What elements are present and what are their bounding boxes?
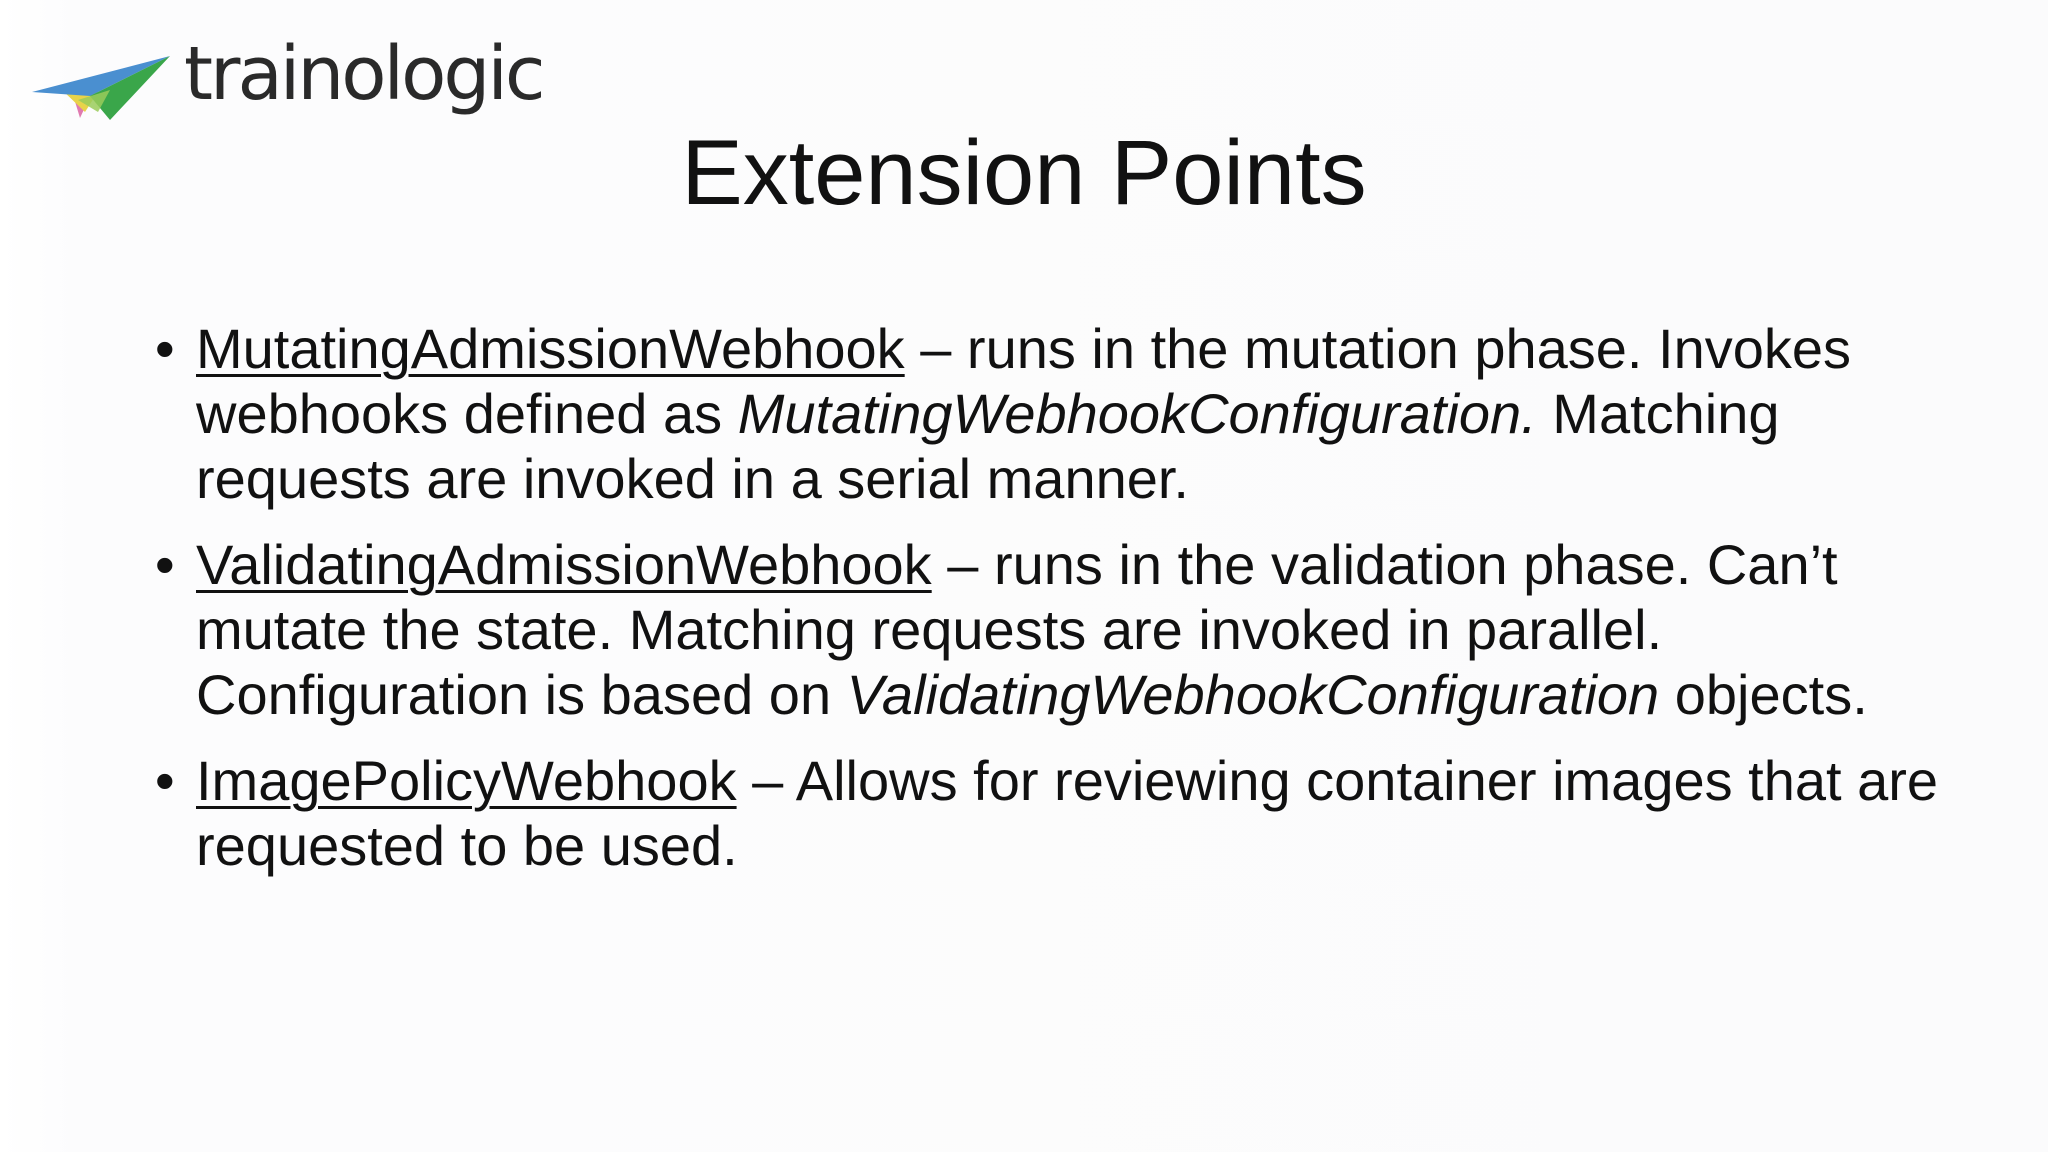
paper-plane-logo-icon — [30, 40, 180, 120]
bullet-term: MutatingAdmissionWebhook — [196, 317, 905, 380]
bullet-list — [150, 316, 1950, 899]
slide-title: Extension Points — [681, 122, 1367, 224]
bullet-term: ImagePolicyWebhook — [196, 749, 737, 812]
bullet-item — [150, 748, 1950, 878]
bullet-text: – runs in the validation phase. Can’t mutate the state. Matching requests are invoked in parallel. Configuration is based on — [196, 533, 1838, 726]
bullet-item — [150, 316, 1950, 511]
bullet-text-tail: Matching requests are invoked in a serial manner. — [196, 382, 1780, 510]
bullet-marker: • — [155, 749, 175, 812]
bullet-text: – Allows for reviewing container images that are requested to be used. — [196, 749, 1939, 877]
bullet-marker: • — [155, 533, 175, 596]
bullet-emphasis: MutatingWebhookConfiguration. — [737, 382, 1537, 445]
bullet-marker: • — [155, 317, 175, 380]
bullet-text: – runs in the mutation phase. Invokes webhooks defined as — [196, 317, 1852, 445]
bullet-term: ValidatingAdmissionWebhook — [196, 533, 932, 596]
bullet-item — [150, 532, 1950, 727]
logo — [30, 30, 543, 130]
bullet-emphasis: ValidatingWebhookConfiguration — [846, 663, 1660, 726]
bullet-text-tail: objects. — [1659, 663, 1868, 726]
logo-text: trainologic — [184, 31, 543, 117]
